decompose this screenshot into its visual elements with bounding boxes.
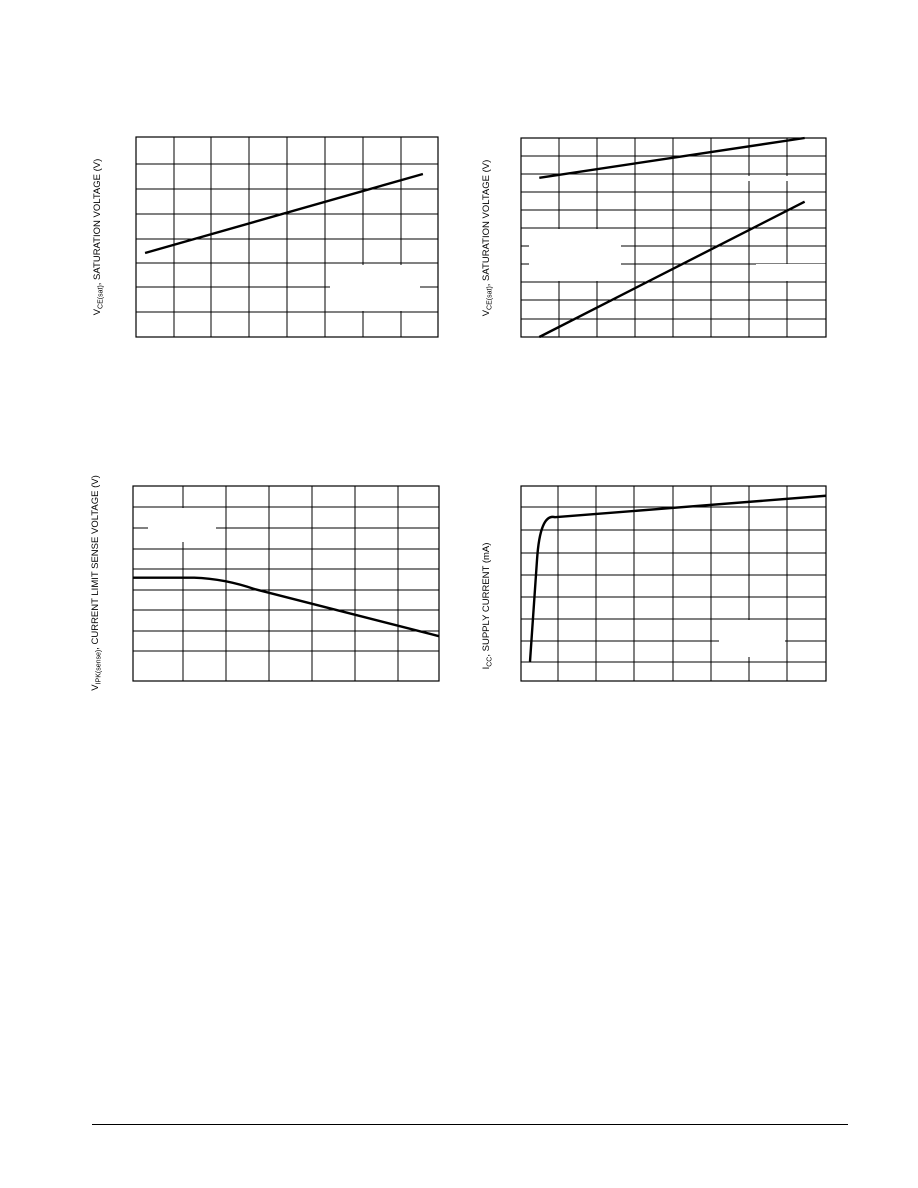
legend-box-1 xyxy=(719,620,785,657)
legend-box-1 xyxy=(330,265,420,311)
y-axis-label: $V_{CE(sat)}$, SATURATION VOLTAGE (V) xyxy=(92,158,105,316)
chart-2 xyxy=(481,138,826,337)
legend-box-3 xyxy=(756,264,826,281)
legend-box-2 xyxy=(529,229,621,281)
series-line-1 xyxy=(133,578,439,637)
legend-box-1 xyxy=(148,508,216,542)
chart-3 xyxy=(90,475,439,691)
y-axis-label: $V_{IPK(sense)}$, CURRENT LIMIT SENSE VOLTAGE (V) xyxy=(90,475,103,691)
series-line-1 xyxy=(539,138,804,178)
chart-4 xyxy=(481,486,826,681)
legend-box-1 xyxy=(722,176,826,181)
footer-rule xyxy=(92,1124,848,1125)
y-axis-label: $V_{CE(sat)}$, SATURATION VOLTAGE (V) xyxy=(481,159,494,317)
chart-1 xyxy=(92,137,438,337)
y-axis-label: $I_{CC}$, SUPPLY CURRENT (mA) xyxy=(481,542,494,670)
